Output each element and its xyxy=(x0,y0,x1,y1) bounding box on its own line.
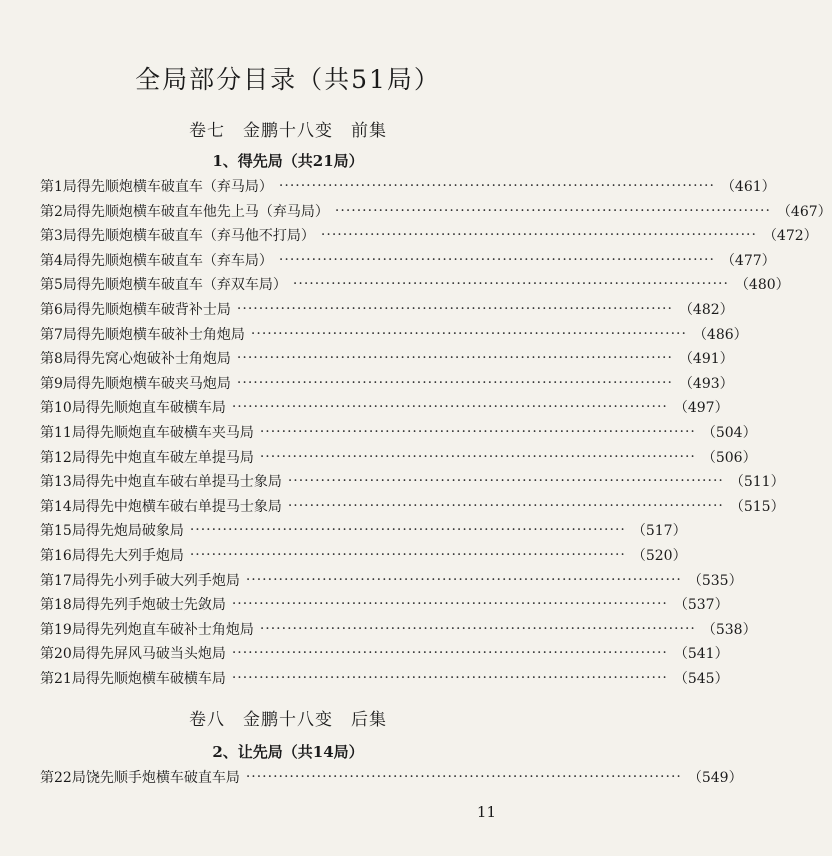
toc-entry xyxy=(40,767,743,787)
toc-entry-number: 第13局 xyxy=(40,474,86,491)
leader-dots: ················································································ xyxy=(189,522,626,539)
toc-entry-title: 得先顺炮横车破横车局 xyxy=(85,671,226,687)
volume-7-heading: 卷七 金鹏十八变 前集 xyxy=(189,121,387,141)
toc-entry-title: 得先顺炮横车破补士角炮局 xyxy=(76,326,245,343)
toc-entry xyxy=(40,348,734,368)
leader-dots: ················································································ xyxy=(231,670,668,686)
toc-entry-number: 第2局 xyxy=(40,203,77,220)
toc-entry-page: （545） xyxy=(673,671,729,687)
toc-entry-page: （538） xyxy=(701,621,757,638)
toc-entry-title: 得先窝心炮破补士角炮局 xyxy=(76,351,231,368)
toc-entry-number: 第1局 xyxy=(40,179,77,195)
toc-entry-title: 得先中炮直车破左单提马局 xyxy=(85,449,254,466)
leader-dots: ················································································ xyxy=(278,251,715,268)
toc-entry-page: （504） xyxy=(701,425,757,441)
toc-entry-page: （549） xyxy=(687,770,743,786)
toc-entry xyxy=(40,201,832,221)
toc-entry xyxy=(40,324,748,344)
toc-entry-number: 第3局 xyxy=(40,228,77,245)
toc-entry-title: 得先顺炮横车破直车他先上马（弃马局） xyxy=(76,203,329,220)
toc-entry-title: 得先列炮直车破补士角炮局 xyxy=(85,621,254,638)
toc-entry xyxy=(40,570,743,590)
toc-entry-number: 第8局 xyxy=(40,351,77,368)
toc-entry-page: （493） xyxy=(678,375,734,392)
toc-entry-page: （517） xyxy=(631,523,687,540)
toc-entry-number: 第18局 xyxy=(40,597,86,614)
leader-dots: ················································································ xyxy=(320,227,757,244)
leader-dots: ················································································ xyxy=(259,620,696,637)
leader-dots: ················································································ xyxy=(231,399,668,416)
leader-dots: ················································································ xyxy=(245,769,682,785)
leader-dots: ················································································ xyxy=(189,547,626,563)
toc-entry xyxy=(40,643,729,663)
toc-entry-page: （480） xyxy=(734,277,790,294)
leader-dots: ················································································ xyxy=(292,276,729,293)
toc-entry-number: 第21局 xyxy=(40,671,86,687)
toc-entry-page: （497） xyxy=(673,400,729,417)
toc-entry xyxy=(40,299,734,319)
toc-entry-number: 第4局 xyxy=(40,252,77,269)
toc-entry-page: （486） xyxy=(692,326,748,343)
toc-entry-page: （535） xyxy=(687,572,743,589)
toc-entry xyxy=(40,520,687,540)
leader-dots: ················································································ xyxy=(259,424,696,440)
leader-dots: ················································································ xyxy=(287,473,724,490)
toc-entry-page: （467） xyxy=(776,203,832,220)
leader-dots: ················································································ xyxy=(231,645,668,662)
page-number: 11 xyxy=(476,803,496,821)
toc-entry-title: 得先顺炮横车破直车（弃马局） xyxy=(76,179,273,195)
toc-entry xyxy=(40,274,790,294)
leader-dots: ················································································ xyxy=(236,350,673,367)
toc-entry-page: （541） xyxy=(673,646,729,663)
toc-entry-page: （515） xyxy=(729,498,785,515)
toc-entry-number: 第22局 xyxy=(40,770,86,786)
toc-entry xyxy=(40,471,785,491)
leader-dots: ················································································ xyxy=(236,374,673,391)
toc-entry-number: 第16局 xyxy=(40,548,86,564)
toc-entry-number: 第11局 xyxy=(40,425,86,441)
toc-entry-number: 第14局 xyxy=(40,498,86,515)
leader-dots: ················································································ xyxy=(231,596,668,613)
toc-entry-page: （482） xyxy=(678,302,734,318)
leader-dots: ················································································ xyxy=(245,571,682,588)
toc-entry-number: 第20局 xyxy=(40,646,86,663)
toc-entry-page: （520） xyxy=(631,548,687,564)
toc-entry-title: 得先中炮直车破右单提马士象局 xyxy=(85,474,282,491)
toc-entry-title: 饶先顺手炮横车破直车局 xyxy=(85,770,240,786)
toc-entry-page: （537） xyxy=(673,597,729,614)
section-2-heading: 2、让先局（共14局） xyxy=(212,743,364,761)
volume-8-heading: 卷八 金鹏十八变 后集 xyxy=(189,710,387,730)
toc-entry-number: 第5局 xyxy=(40,277,77,294)
toc-entry-title: 得先列手炮破士先敛局 xyxy=(85,597,226,614)
toc-entry-title: 得先顺炮横车破直车（弃车局） xyxy=(76,252,273,269)
toc-entry xyxy=(40,668,729,688)
toc-entry-number: 第6局 xyxy=(40,302,77,318)
toc-entry xyxy=(40,250,776,270)
leader-dots: ················································································ xyxy=(236,301,673,317)
toc-entry-number: 第9局 xyxy=(40,375,77,392)
toc-entry-title: 得先炮局破象局 xyxy=(85,523,184,540)
toc-entry-title: 得先顺炮横车破直车（弃双车局） xyxy=(76,277,287,294)
toc-entry xyxy=(40,397,729,417)
toc-entry-title: 得先中炮横车破右单提马士象局 xyxy=(85,498,282,515)
toc-entry-number: 第7局 xyxy=(40,326,77,343)
toc-entry xyxy=(40,447,757,467)
toc-entry-title: 得先顺炮直车破横车夹马局 xyxy=(85,425,254,441)
page-title: 全局部分目录（共51局） xyxy=(135,65,441,94)
toc-entry-page: （461） xyxy=(720,179,776,195)
leader-dots: ················································································ xyxy=(259,448,696,465)
toc-entry-page: （472） xyxy=(762,228,818,245)
toc-entry xyxy=(40,619,757,639)
toc-entry-title: 得先屏风马破当头炮局 xyxy=(85,646,226,663)
leader-dots: ················································································ xyxy=(334,202,771,219)
toc-entry xyxy=(40,225,818,245)
toc-entry-title: 得先顺炮横车破夹马炮局 xyxy=(76,375,231,392)
toc-entry-page: （477） xyxy=(720,252,776,269)
toc-entry-title: 得先大列手炮局 xyxy=(85,548,184,564)
toc-entry-title: 得先顺炮横车破直车（弃马他不打局） xyxy=(76,228,315,245)
toc-entry-number: 第15局 xyxy=(40,523,86,540)
toc-entry-number: 第17局 xyxy=(40,572,86,589)
section-1-heading: 1、得先局（共21局） xyxy=(212,152,364,170)
toc-entry xyxy=(40,545,687,565)
toc-entry xyxy=(40,176,776,196)
toc-entry-title: 得先顺炮横车破背补士局 xyxy=(76,302,231,318)
toc-entry-page: （491） xyxy=(678,351,734,368)
toc-entry-number: 第12局 xyxy=(40,449,86,466)
toc-entry-title: 得先小列手破大列手炮局 xyxy=(85,572,240,589)
toc-entry-title: 得先顺炮直车破横车局 xyxy=(85,400,226,417)
toc-entry-page: （511） xyxy=(729,474,785,491)
toc-entry-number: 第19局 xyxy=(40,621,86,638)
toc-entry xyxy=(40,496,785,516)
toc-entry-page: （506） xyxy=(701,449,757,466)
leader-dots: ················································································ xyxy=(278,178,715,194)
toc-entry-number: 第10局 xyxy=(40,400,86,417)
toc-entry xyxy=(40,373,734,393)
toc-entry xyxy=(40,594,729,614)
toc-entry xyxy=(40,422,757,442)
leader-dots: ················································································ xyxy=(250,325,687,342)
leader-dots: ················································································ xyxy=(287,497,724,514)
